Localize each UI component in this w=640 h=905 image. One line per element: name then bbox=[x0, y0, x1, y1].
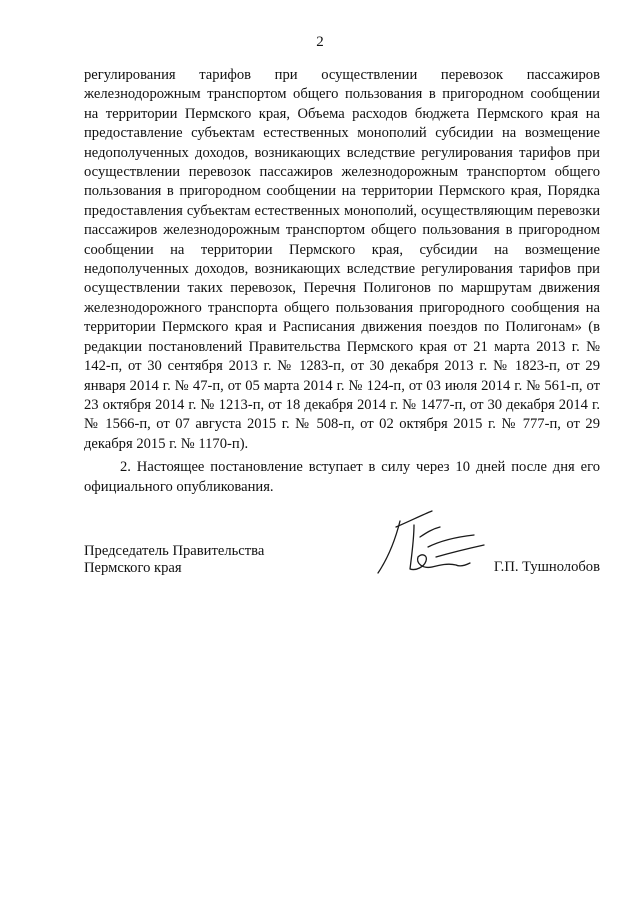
page-number: 2 bbox=[316, 34, 324, 50]
signer-title bbox=[84, 543, 324, 576]
document-body bbox=[84, 66, 600, 497]
signer-name: Г.П. Тушнолобов bbox=[493, 559, 600, 575]
signature-block bbox=[84, 543, 600, 583]
signer-title-line-1: Председатель Правительства bbox=[84, 543, 265, 559]
body-paragraph-2: 2. Настоящее постановление вступает в силу через 10 дней после дня его официального опубликования. bbox=[84, 459, 600, 495]
body-paragraph-1: регулирования тарифов при осуществлении перевозок пассажиров железнодорожным транспортом общего пользования в пригородном сообщении на территории Пермского края, Объема расходов бюджета Пермского края на предоставление субъектам естественных монополий субсидии на возмещение недополученных доходов, возникающих вследствие регулирования тарифов при осуществлении перевозок пассажиров железнодорожным транспортом общего пользования в пригородном сообщении на территории Пермского края, Порядка предоставления субъектам естественных монополий, осуществляющим перевозки пассажиров железнодорожным транспортом общего пользования в пригородном сообщении на территории Пермского края, субсидии на возмещение недополученных доходов, возникающих вследствие регулирования тарифов при осуществлении таких перевозок, Перечня Полигонов по маршрутам движения железнодорожного транспорта общего пользования пригородного сообщения на территории Пермского края и Расписания движения поездов по Полигонам» (в редакции постановлений Правительства Пермского края от 21 марта 2013 г. № 142-п, от 30 сентября 2013 г. № 1283-п, от 30 декабря 2013 г. № 1823-п, от 29 января 2014 г. № 47-п, от 05 марта 2014 г. № 124-п, от 03 июля 2014 г. № 561-п, от 23 октября 2014 г. № 1213-п, от 18 декабря 2014 г. № 1477-п, от 30 декабря 2014 г. № 1566-п, от 07 августа 2015 г. № 508-п, от 02 октября 2015 г. № 777-п, от 29 декабря 2015 г. № 1170-п). bbox=[84, 67, 600, 452]
signer-title-line-2: Пермского края bbox=[84, 559, 182, 576]
